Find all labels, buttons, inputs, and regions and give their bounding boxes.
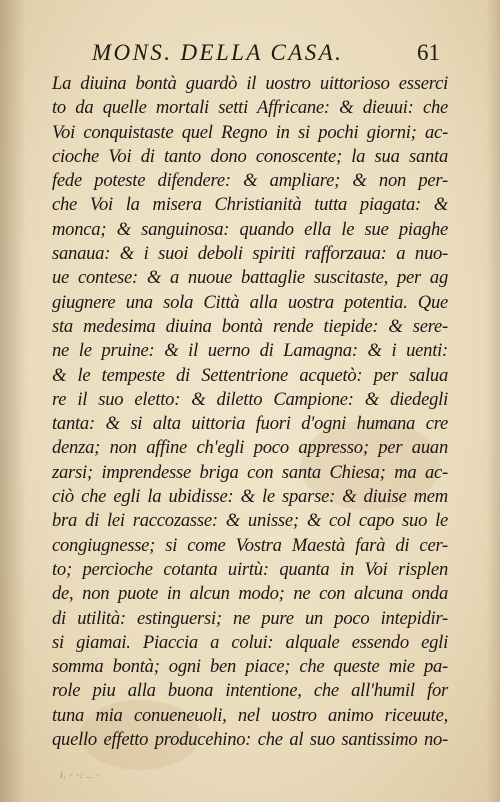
text-line: role piu alla buona intentione, che all'humil for (52, 680, 448, 702)
text-line: sta medesima diuina bontà rende tiepide: & sere- (52, 315, 448, 337)
text-line: zarsi; imprendesse briga con santa Chiesa; ma ac- (52, 461, 448, 483)
text-line: sanaua: & i suoi deboli spiriti rafforzaua: a nuo- (52, 243, 448, 265)
spine-shadow (0, 0, 26, 802)
page-number: 61 (417, 40, 440, 65)
text-line: monca; & sanguinosa: quando ella le sue piaghe (52, 218, 448, 240)
text-line: ciò che egli la ubidisse: & le sparse: & diuise mem (52, 486, 448, 508)
text-line: quello effetto producehino: che al suo santissimo no- (52, 729, 448, 751)
page-edge-shadow (486, 0, 500, 802)
text-line: Voi conquistaste quel Regno in si pochi giorni; ac- (52, 121, 448, 143)
text-line: ne le pruine: & il uerno di Lamagna: & i uenti: (52, 340, 448, 362)
text-line: che Voi la misera Christianità tutta piagata: & (52, 194, 448, 216)
text-line: re il suo eletto: & diletto Campione: & diedegli (52, 388, 448, 410)
text-line: La diuina bontà guardò il uostro uittorioso esserci (52, 73, 448, 94)
body-text (52, 72, 448, 752)
footer-marks: i. · ·: .. · (60, 770, 100, 780)
text-line: cioche Voi di tanto dono conoscente; la sua santa (52, 145, 448, 167)
text-line: somma bontà; ogni ben piace; che queste mie pa- (52, 656, 448, 678)
text-line: di utilità: estinguersi; ne pure un poco intepidir- (52, 607, 448, 629)
text-line: giugnere una sola Città alla uostra potentia. Que (52, 291, 448, 313)
page-header (92, 40, 440, 68)
text-line: si giamai. Piaccia a colui: alquale essendo egli (52, 631, 448, 653)
running-head: MONS. DELLA CASA. (92, 40, 344, 65)
text-line: to da quelle mortali setti Affricane: & dieuui: che (52, 97, 448, 119)
text-line: denza; non affine ch'egli poco appresso; per auan (52, 437, 448, 459)
text-line: fede poteste difendere: & ampliare; & non per- (52, 170, 448, 192)
text-line: & le tempeste di Settentrione acquetò: per salua (52, 364, 448, 386)
text-line: ue contese: & a nuoue battaglie suscitaste, per ag (52, 267, 448, 289)
text-line: tuna mia conueneuoli, nel uostro animo riceuute, (52, 704, 448, 726)
text-line: tanta: & si alta uittoria fuori d'ogni humana cre (52, 413, 448, 435)
text-line: bra di lei raccozasse: & unisse; & col capo suo le (52, 510, 448, 532)
text-line: congiugnesse; si come Vostra Maestà farà di cer- (52, 534, 448, 556)
text-line: to; percioche cotanta uirtù: quanta in Voi risplen (52, 558, 448, 580)
text-line: de, non puote in alcun modo; ne con alcuna onda (52, 583, 448, 605)
